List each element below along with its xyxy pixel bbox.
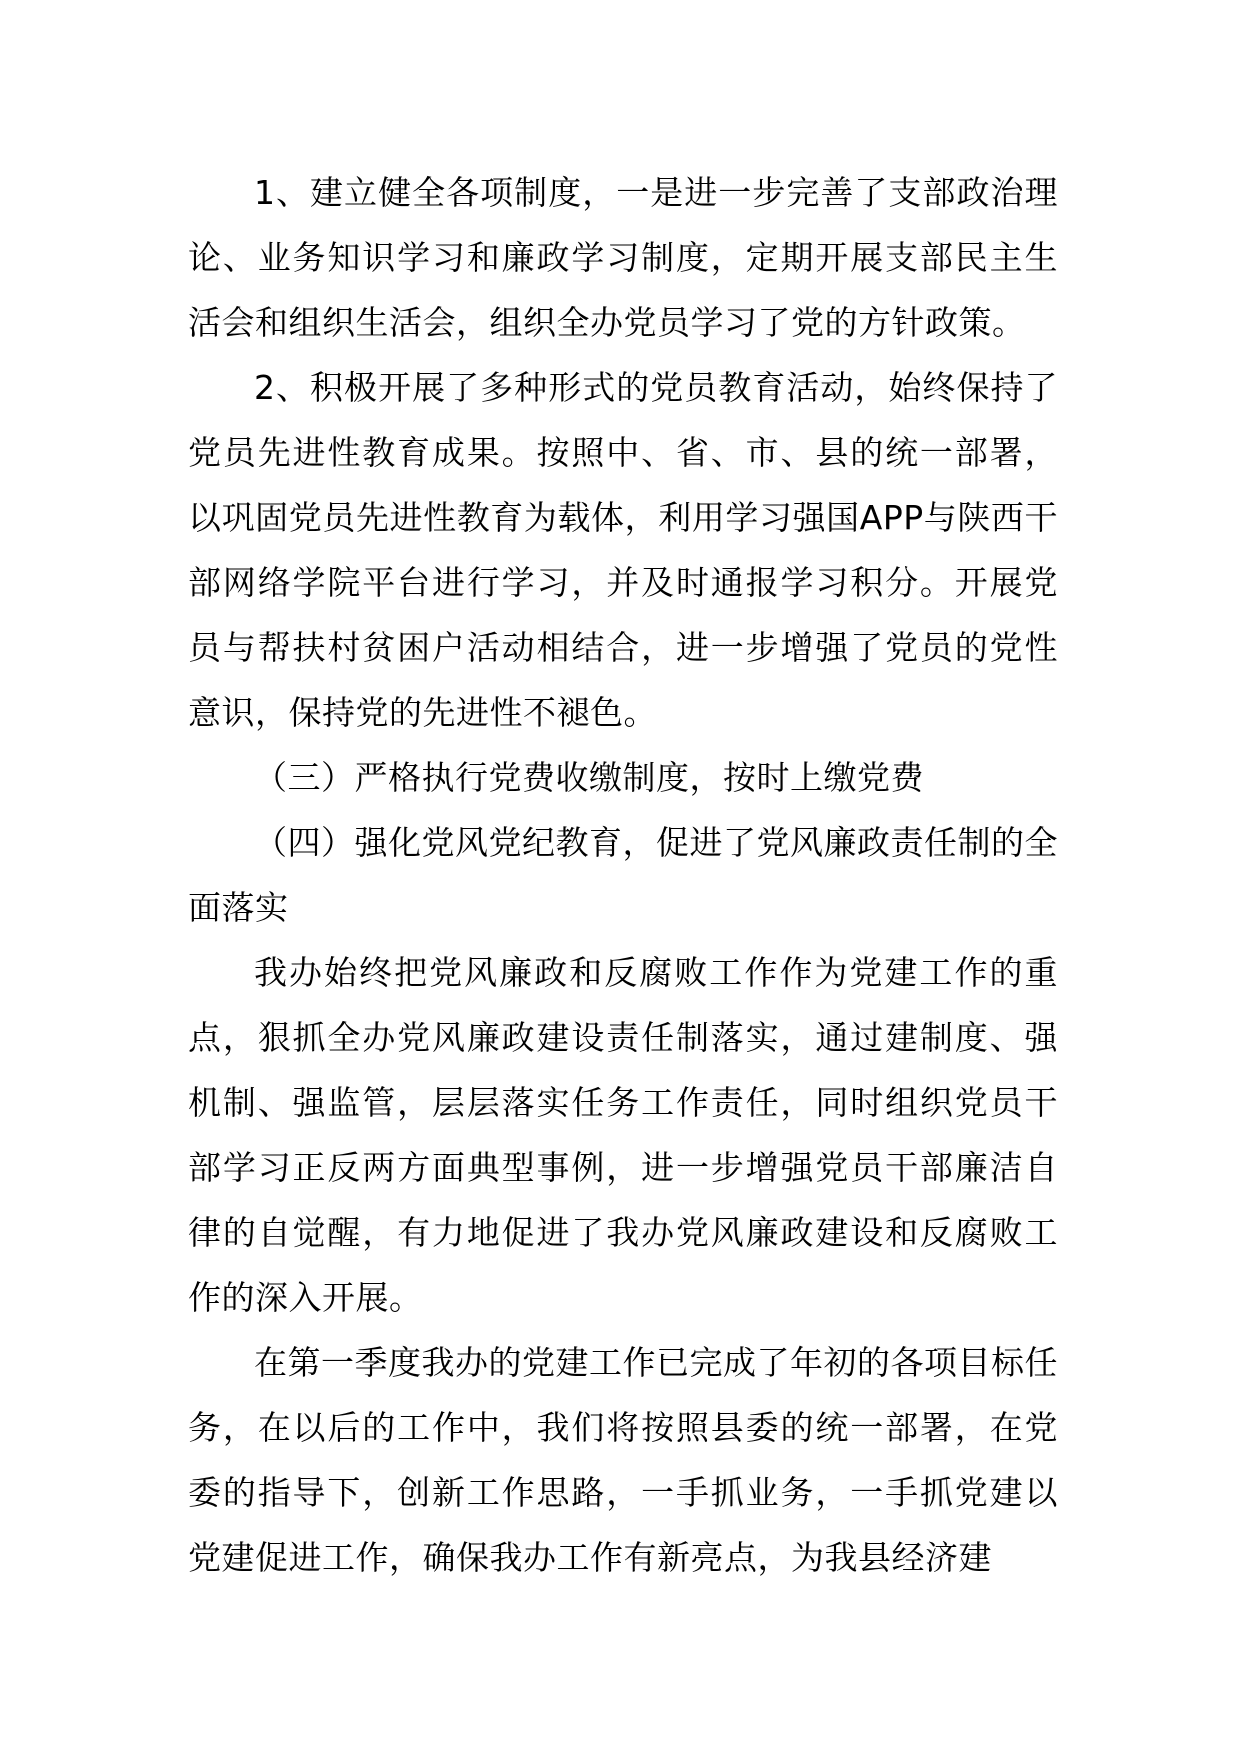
paragraph-1: 1、建立健全各项制度，一是进一步完善了支部政治理论、业务知识学习和廉政学习制度，定期开展支部民主生活会和组织生活会，组织全办党员学习了党的方针政策。 [188,173,1058,342]
section-heading-3: （三）严格执行党费收缴制度，按时上缴党费 [254,758,924,797]
document-body [188,160,1058,1590]
paragraph-2: 2、积极开展了多种形式的党员教育活动，始终保持了党员先进性教育成果。按照中、省、市、县的统一部署，以巩固党员先进性教育为载体，利用学习强国APP与陕西干部网络学院平台进行学习，并及时通报学习积分。开展党员与帮扶村贫困户活动相结合，进一步增强了党员的党性意识，保持党的先进性不褪色。 [188,368,1058,732]
paragraph-6: 在第一季度我办的党建工作已完成了年初的各项目标任务，在以后的工作中，我们将按照县委的统一部署，在党委的指导下，创新工作思路，一手抓业务，一手抓党建以党建促进工作，确保我办工作有新亮点，为我县经济建 [188,1343,1058,1577]
paragraph-5: 我办始终把党风廉政和反腐败工作作为党建工作的重点，狠抓全办党风廉政建设责任制落实，通过建制度、强机制、强监管，层层落实任务工作责任，同时组织党员干部学习正反两方面典型事例，进一步增强党员干部廉洁自律的自觉醒，有力地促进了我办党风廉政建设和反腐败工作的深入开展。 [188,953,1058,1317]
section-heading-4: （四）强化党风党纪教育，促进了党风廉政责任制的全面落实 [188,823,1058,927]
